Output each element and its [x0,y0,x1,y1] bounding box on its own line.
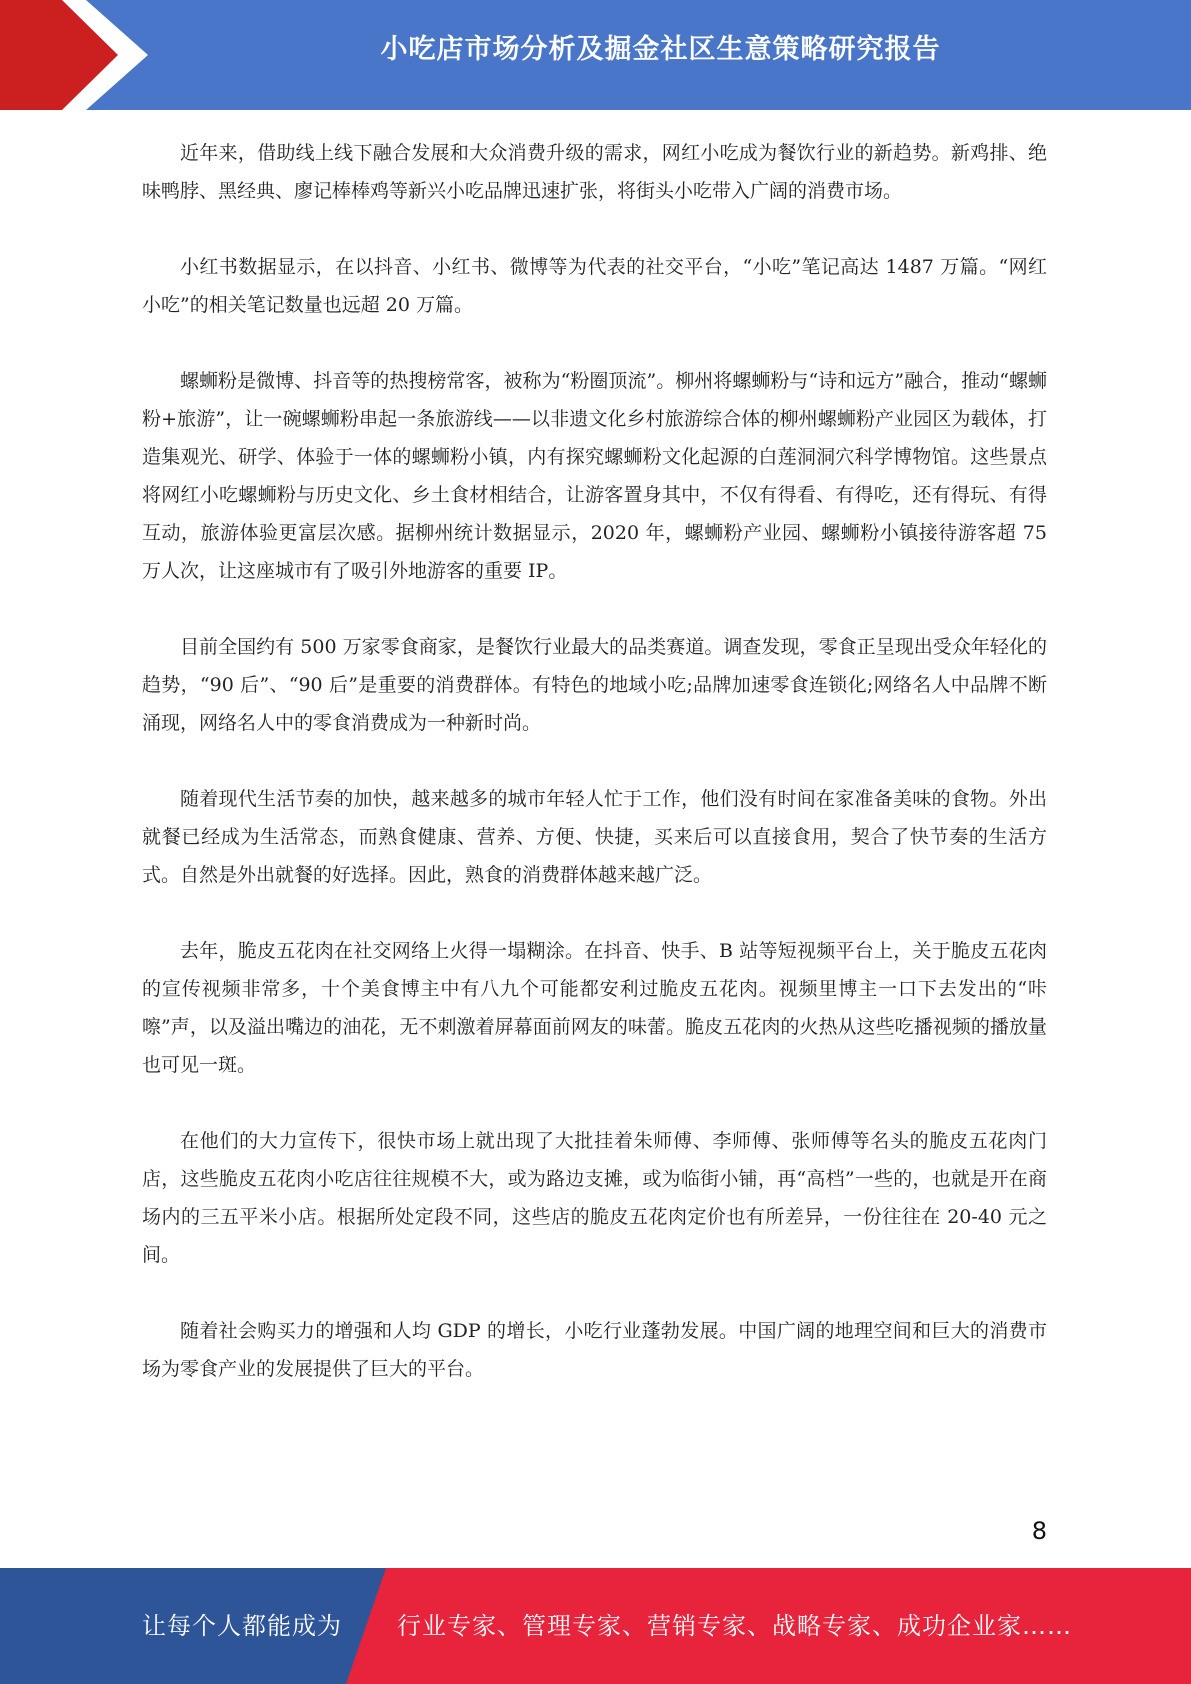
header-banner [0,0,1191,110]
footer-slogan-left: 让每个人都能成为 [142,1612,342,1640]
document-body [142,134,1047,1426]
paragraph: 螺蛳粉是微博、抖音等的热搜榜常客，被称为“粉圈顶流”。柳州将螺蛳粉与“诗和远方”融合，推动“螺蛳粉+旅游”，让一碗螺蛳粉串起一条旅游线——以非遗文化乡村旅游综合体的柳州螺蛳粉产业园区为载体，打造集观光、研学、体验于一体的螺蛳粉小镇，内有探究螺蛳粉文化起源的白莲洞洞穴科学博物馆。这些景点将网红小吃螺蛳粉与历史文化、乡土食材相结合，让游客置身其中，不仅有得看、有得吃，还有得玩、有得互动，旅游体验更富层次感。据柳州统计数据显示，2020 年，螺蛳粉产业园、螺蛳粉小镇接待游客超 75 万人次，让这座城市有了吸引外地游客的重要 IP。 [142,370,1047,582]
paragraph: 去年，脆皮五花肉在社交网络上火得一塌糊涂。在抖音、快手、B 站等短视频平台上，关于脆皮五花肉的宣传视频非常多，十个美食博主中有八九个可能都安利过脆皮五花肉。视频里博主一口下去发出的“咔嚓”声，以及溢出嘴边的油花，无不刺激着屏幕面前网友的味蕾。脆皮五花肉的火热从这些吃播视频的播放量也可见一斑。 [142,940,1047,1076]
document-title: 小吃店市场分析及掘金社区生意策略研究报告 [380,34,941,65]
paragraph: 随着现代生活节奏的加快，越来越多的城市年轻人忙于工作，他们没有时间在家准备美味的食物。外出就餐已经成为生活常态，而熟食健康、营养、方便、快捷，买来后可以直接食用，契合了快节奏的生活方式。自然是外出就餐的好选择。因此，熟食的消费群体越来越广泛。 [142,788,1047,886]
paragraph: 目前全国约有 500 万家零食商家，是餐饮行业最大的品类赛道。调查发现，零食正呈现出受众年轻化的趋势，“90 后”、“90 后”是重要的消费群体。有特色的地域小吃;品牌加速零食连锁化;网络名人中品牌不断涌现，网络名人中的零食消费成为一种新时尚。 [142,636,1047,734]
page-number: 8 [1031,1517,1047,1545]
paragraph: 随着社会购买力的增强和人均 GDP 的增长，小吃行业蓬勃发展。中国广阔的地理空间和巨大的消费市场为零食产业的发展提供了巨大的平台。 [142,1320,1047,1380]
footer-banner [0,1568,1191,1684]
footer-slogan-right: 行业专家、管理专家、营销专家、战略专家、成功企业家…… [397,1612,1072,1640]
paragraph: 在他们的大力宣传下，很快市场上就出现了大批挂着朱师傅、李师傅、张师傅等名头的脆皮五花肉门店，这些脆皮五花肉小吃店往往规模不大，或为路边支摊，或为临街小铺，再“高档”一些的，也就是开在商场内的三五平米小店。根据所处定段不同，这些店的脆皮五花肉定价也有所差异，一份往往在 20-40 元之间。 [142,1130,1047,1266]
paragraph: 近年来，借助线上线下融合发展和大众消费升级的需求，网红小吃成为餐饮行业的新趋势。新鸡排、绝味鸭脖、黑经典、廖记棒棒鸡等新兴小吃品牌迅速扩张，将街头小吃带入广阔的消费市场。 [142,142,1047,202]
chevron-arrow-icon [0,0,150,110]
paragraph: 小红书数据显示，在以抖音、小红书、微博等为代表的社交平台，“小吃”笔记高达 1487 万篇。“网红小吃”的相关笔记数量也远超 20 万篇。 [142,256,1047,316]
